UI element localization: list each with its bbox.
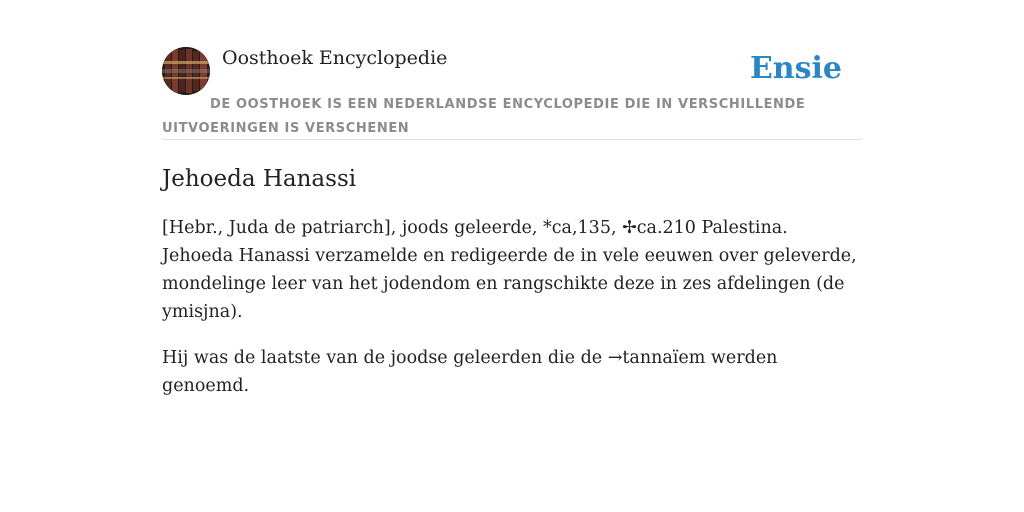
article-paragraph-2: [162, 344, 862, 400]
page-container: [162, 46, 862, 400]
site-title-link[interactable]: Oosthoek Encyclopedie: [222, 47, 448, 69]
tannaiem-link[interactable]: →tannaïem: [607, 348, 706, 368]
article-title: Jehoeda Hanassi: [162, 166, 357, 192]
paragraph-2-text-before: Hij was de laatste van de joodse geleerden die de: [162, 348, 608, 368]
book-spines-icon[interactable]: [162, 47, 210, 95]
site-tagline: DE OOSTHOEK IS EEN NEDERLANDSE ENCYCLOPEDIE DIE IN VERSCHILLENDE UITVOERINGEN IS VERSCHENEN: [162, 97, 806, 136]
site-header: [162, 46, 862, 140]
article-paragraph-1: [Hebr., Juda de patriarch], joods geleerde, *ca,135, ✢ca.210 Palestina. Jehoeda Hanassi verzamelde en redigeerde de in vele eeuwen over geleverde, mondelinge leer van het jodendom en rangschikte deze in zes afdelingen (de ymisjna).: [162, 218, 857, 322]
brand-logo-link[interactable]: Ensie: [749, 51, 842, 86]
paragraph-2-text-after: werden genoemd.: [162, 348, 778, 396]
